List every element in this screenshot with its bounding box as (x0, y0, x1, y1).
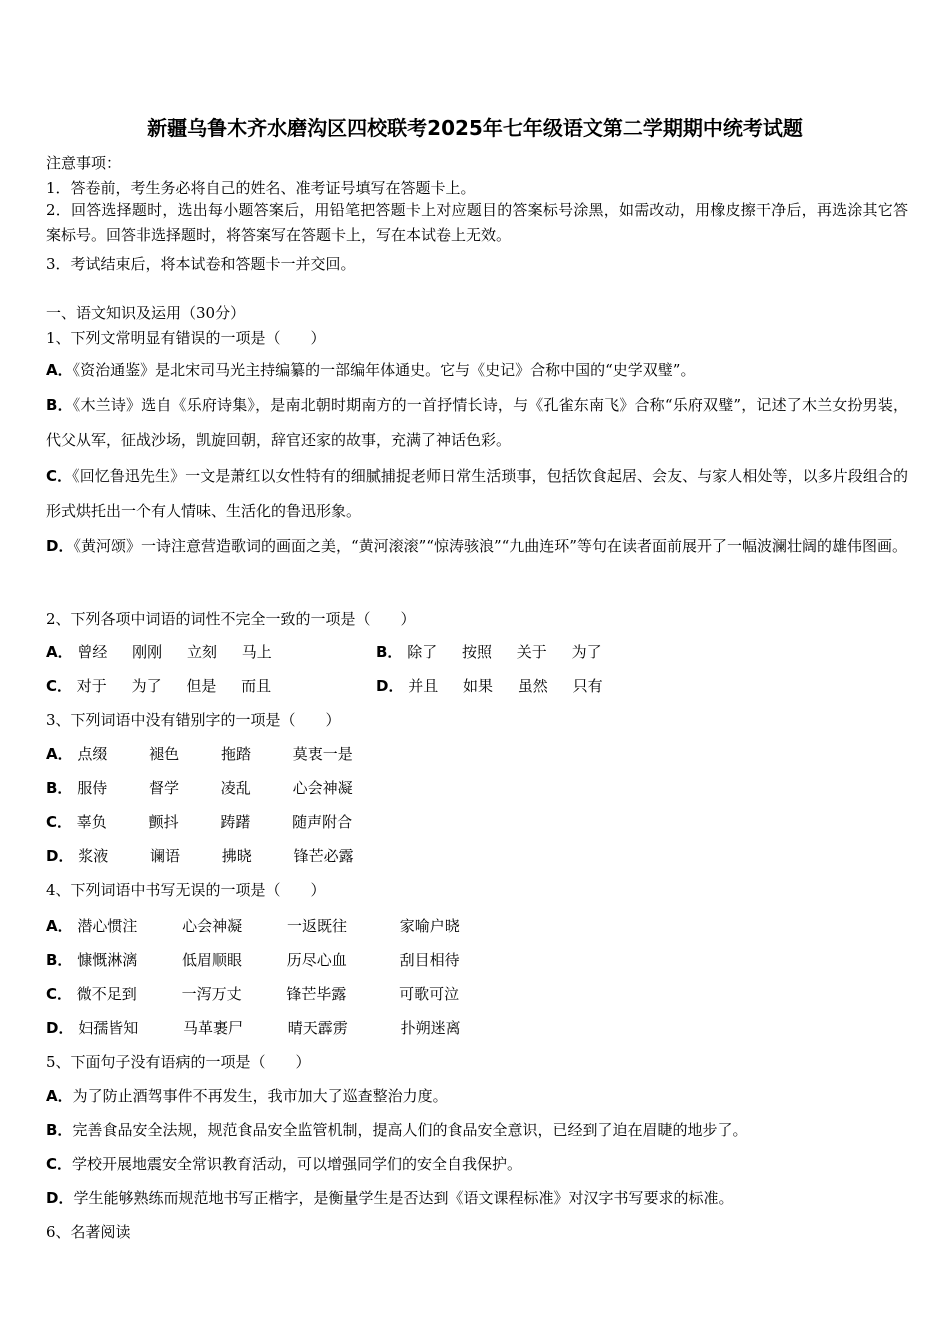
option-word: 随声附合 (292, 813, 353, 831)
option-word: 慷慨淋漓 (77, 951, 138, 969)
option-word: 家喻户晓 (399, 917, 460, 935)
question-2-option-c (46, 675, 291, 696)
question-3-stem: 3、下列词语中没有错别字的一项是（ ） (46, 711, 341, 729)
option-text: 完善食品安全法规，规范食品安全监管机制，提高人们的食品安全意识，已经到了迫在眉睫的地步了。 (72, 1121, 748, 1139)
option-text: 《资治通鉴》是北宋司马光主持编纂的一部编年体通史。它与《史记》合称中国的“史学双璧”。 (72, 361, 696, 379)
question-5-option-a (46, 1085, 448, 1106)
option-word: 刚刚 (132, 643, 163, 661)
option-label: C． (46, 985, 73, 1003)
option-word: 马上 (241, 643, 272, 661)
option-word: 对于 (76, 677, 107, 695)
question-1-option-c (46, 459, 908, 529)
option-label: A． (46, 1087, 73, 1105)
option-word: 心会神凝 (292, 779, 353, 797)
option-word: 曾经 (77, 643, 108, 661)
option-word: 锋芒毕露 (286, 985, 347, 1003)
option-word: 心会神凝 (182, 917, 243, 935)
question-2-option-a (46, 641, 292, 662)
option-word: 晴天霹雳 (287, 1019, 348, 1037)
option-label: D． (46, 1189, 74, 1207)
question-3-option-b (46, 777, 373, 798)
option-word: 为了 (571, 643, 602, 661)
option-label: A． (46, 361, 73, 379)
question-5-option-d (46, 1187, 733, 1208)
question-1-option-d (46, 529, 908, 564)
question-4-option-d (46, 1017, 481, 1038)
option-word: 可歌可泣 (399, 985, 460, 1003)
option-label: B． (46, 1121, 73, 1139)
option-word: 扑朔迷离 (400, 1019, 461, 1037)
option-text: 《木兰诗》选自《乐府诗集》，是南北朝时期南方的一首抒情长诗，与《孔雀东南飞》合称“乐府双璧”，记述了木兰女扮男装，代父从军，征战沙场，凯旋回朝，辞官还家的故事，充满了神话色彩。 (46, 396, 909, 449)
option-word: 只有 (572, 677, 603, 695)
question-5-option-b (46, 1119, 747, 1140)
option-word: 踌躇 (220, 813, 251, 831)
exam-title: 新疆乌鲁木齐水磨沟区四校联考2025年七年级语文第二学期期中统考试题 (147, 116, 803, 140)
option-word: 一返既往 (286, 917, 347, 935)
question-5-option-c (46, 1153, 522, 1174)
question-3-option-c (46, 811, 372, 832)
option-word: 刮目相待 (399, 951, 460, 969)
option-word: 服侍 (77, 779, 108, 797)
question-4-option-a (46, 915, 480, 936)
option-label: C． (46, 813, 73, 831)
notice-item-2: 2．回答选择题时，选出每小题答案后，用铅笔把答题卡上对应题目的答案标号涂黑，如需改动，用橡皮擦干净后，再选涂其它答案标号。回答非选择题时，将答案写在答题卡上，写在本试卷上无效。 (46, 201, 908, 244)
question-2-stem: 2、下列各项中词语的词性不完全一致的一项是（ ） (46, 610, 416, 628)
option-word: 按照 (462, 643, 493, 661)
option-word: 并且 (408, 677, 439, 695)
notice-item-3: 3．考试结束后，将本试卷和答题卡一并交回。 (46, 255, 356, 273)
option-word: 督学 (149, 779, 180, 797)
option-label: C． (46, 467, 73, 485)
option-word: 莫衷一是 (292, 745, 353, 763)
question-1-stem: 1、下列文常明显有错误的一项是（ ） (46, 329, 326, 347)
option-word: 为了 (131, 677, 162, 695)
option-label: B． (46, 396, 73, 414)
question-2-option-d (376, 675, 623, 696)
option-word: 微不足到 (76, 985, 137, 1003)
question-6-stem: 6、名著阅读 (46, 1223, 131, 1241)
question-1-option-b (46, 388, 908, 458)
question-5-stem: 5、下面句子没有语病的一项是（ ） (46, 1053, 311, 1071)
question-4-option-c (46, 983, 479, 1004)
option-word: 拖踏 (220, 745, 251, 763)
option-word: 如果 (463, 677, 494, 695)
option-label: B． (46, 951, 73, 969)
option-text: 为了防止酒驾事件不再发生，我市加大了巡查整治力度。 (72, 1087, 448, 1105)
option-word: 除了 (407, 643, 438, 661)
option-label: C． (46, 677, 73, 695)
notice-heading: 注意事项： (46, 154, 122, 172)
option-label: D． (46, 537, 74, 555)
notice-item-1: 1．答卷前，考生务必将自己的姓名、准考证号填写在答题卡上。 (46, 179, 476, 197)
option-label: C． (46, 1155, 73, 1173)
option-label: B． (376, 643, 403, 661)
option-word: 辜负 (76, 813, 107, 831)
option-word: 拂晓 (221, 847, 252, 865)
option-label: A． (46, 745, 73, 763)
option-word: 谰语 (150, 847, 181, 865)
section-heading: 一、语文知识及运用（30分） (46, 304, 246, 322)
option-word: 潜心惯注 (77, 917, 138, 935)
option-label: D． (46, 847, 74, 865)
option-text: 学生能够熟练而规范地书写正楷字，是衡量学生是否达到《语文课程标准》对汉字书写要求的标准。 (73, 1189, 734, 1207)
option-label: A． (46, 643, 73, 661)
question-4-option-b (46, 949, 480, 970)
option-text: 《黄河颂》一诗注意营造歌词的画面之美，“黄河滚滚”“惊涛骇浪”“九曲连环”等句在读者面前展开了一幅波澜壮阔的雄伟图画。 (73, 537, 907, 555)
option-word: 褪色 (149, 745, 180, 763)
option-word: 马革裹尸 (183, 1019, 244, 1037)
option-word: 但是 (186, 677, 217, 695)
option-word: 浆液 (78, 847, 109, 865)
question-3-option-d (46, 845, 374, 866)
option-word: 虽然 (517, 677, 548, 695)
option-label: B． (46, 779, 73, 797)
option-word: 低眉顺眼 (182, 951, 243, 969)
option-word: 妇孺皆知 (78, 1019, 139, 1037)
question-1-option-a (46, 353, 908, 388)
option-word: 点缀 (77, 745, 108, 763)
option-word: 关于 (516, 643, 547, 661)
option-word: 立刻 (186, 643, 217, 661)
option-word: 凌乱 (220, 779, 251, 797)
question-2-option-b (376, 641, 622, 662)
option-label: A． (46, 917, 73, 935)
question-3-option-a (46, 743, 373, 764)
option-word: 一泻万丈 (181, 985, 242, 1003)
option-word: 颤抖 (148, 813, 179, 831)
option-word: 历尽心血 (286, 951, 347, 969)
question-4-stem: 4、下列词语中书写无误的一项是（ ） (46, 881, 326, 899)
option-text: 学校开展地震安全常识教育活动，可以增强同学们的安全自我保护。 (72, 1155, 523, 1173)
option-text: 《回忆鲁迅先生》一文是萧红以女性特有的细腻捕捉老师日常生活琐事，包括饮食起居、会友、与家人相处等，以多片段组合的形式烘托出一个有人情味、生活化的鲁迅形象。 (46, 467, 908, 520)
option-label: D． (46, 1019, 74, 1037)
option-word: 锋芒必露 (293, 847, 354, 865)
option-word: 而且 (241, 677, 272, 695)
option-label: D． (376, 677, 404, 695)
